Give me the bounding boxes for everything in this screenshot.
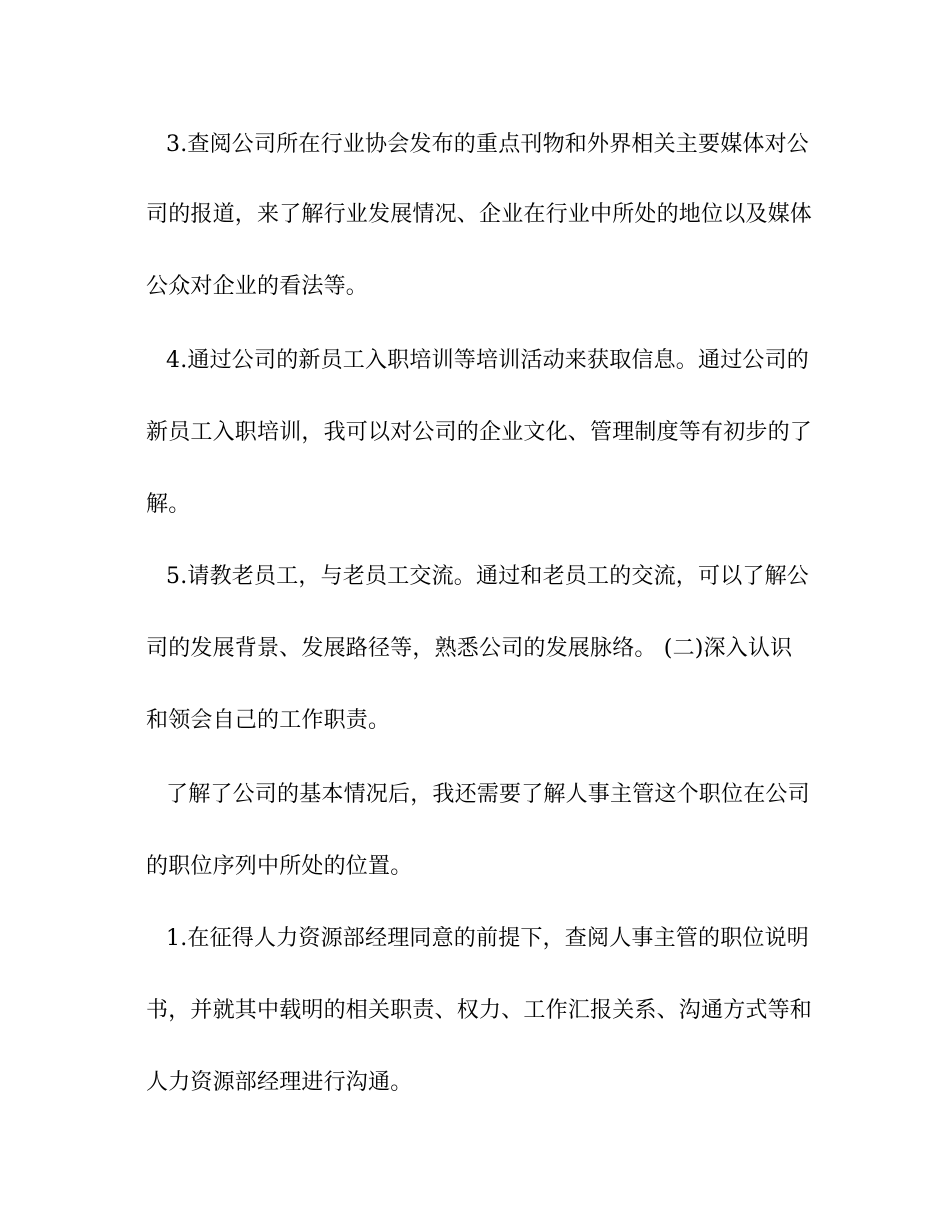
paragraph-line: 司的发展背景、发展路径等，熟悉公司的发展脉络。 (二)深入认识: [146, 636, 793, 661]
paragraph-line: 3.查阅公司所在行业协会发布的重点刊物和外界相关主要媒体对公: [166, 132, 809, 157]
paragraph-line: 书，并就其中载明的相关职责、权力、工作汇报关系、沟通方式等和: [146, 998, 813, 1023]
paragraph-line: 了解了公司的基本情况后，我还需要了解人事主管这个职位在公司: [166, 782, 810, 807]
paragraph-line: 1.在征得人力资源部经理同意的前提下，查阅人事主管的职位说明: [166, 926, 809, 951]
paragraph-line: 4.通过公司的新员工入职培训等培训活动来获取信息。通过公司的: [166, 348, 809, 373]
paragraph-line: 公众对企业的看法等。: [146, 274, 369, 299]
paragraph-line: 新员工入职培训，我可以对公司的企业文化、管理制度等有初步的了: [146, 420, 813, 445]
paragraph-line: 的职位序列中所处的位置。: [146, 854, 413, 879]
paragraph-line: 解。: [146, 492, 191, 517]
paragraph-line: 5.请教老员工，与老员工交流。通过和老员工的交流，可以了解公: [166, 564, 809, 589]
paragraph-line: 司的报道，来了解行业发展情况、企业在行业中所处的地位以及媒体: [146, 202, 813, 227]
paragraph-line: 人力资源部经理进行沟通。: [146, 1070, 413, 1095]
paragraph-line: 和领会自己的工作职责。: [146, 708, 391, 733]
